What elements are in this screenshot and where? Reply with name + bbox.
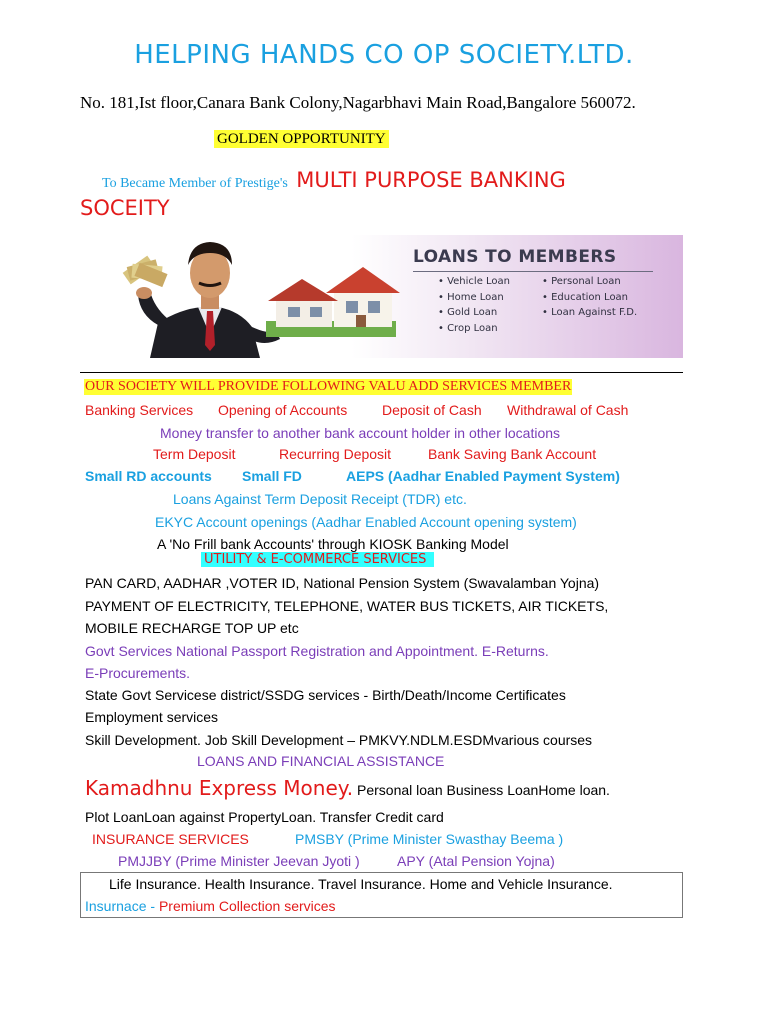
box-top-border (80, 872, 683, 873)
insurance-heading: INSURANCE SERVICES (92, 831, 249, 847)
pmsby: PMSBY (Prime Minister Swasthay Beema ) (295, 831, 564, 847)
loan-item: • Vehicle Loan (438, 276, 510, 287)
service-deposit-cash: Deposit of Cash (382, 402, 482, 418)
kamadhnu-rest: Personal loan Business LoanHome loan. (353, 782, 610, 798)
loan-item-label: Vehicle Loan (447, 276, 510, 287)
insurance-types-line: Life Insurance. Health Insurance. Travel Insurance. Home and Vehicle Insurance. (109, 876, 613, 892)
ekyc-account: EKYC Account openings (Aadhar Enabled Account opening system) (155, 514, 577, 530)
box-right-border (682, 872, 683, 918)
aeps: AEPS (Aadhar Enabled Payment System) (346, 468, 620, 484)
services-heading: OUR SOCIETY WILL PROVIDE FOLLOWING VALU ADD SERVICES MEMBER (85, 379, 572, 394)
soceity-label: SOCEITY (80, 196, 170, 220)
govt-services-line: Govt Services National Passport Registration and Appointment. E-Returns. (85, 643, 549, 659)
pmjjby: PMJJBY (Prime Minister Jeevan Jyoti ) (118, 853, 360, 869)
state-govt-line: State Govt Servicese district/SSDG services - Birth/Death/Income Certificates (85, 687, 566, 703)
kamadhnu-line (85, 776, 610, 800)
service-term-deposit: Term Deposit (153, 446, 236, 462)
banner-divider (413, 271, 653, 272)
plot-loan-line: Plot LoanLoan against PropertyLoan. Transfer Credit card (85, 809, 444, 825)
utility-heading: UTILITY & E-COMMERCE SERVICES (201, 552, 434, 567)
premium-collection: Premium Collection services (158, 898, 336, 914)
skill-development-line: Skill Development. Job Skill Development – PMKVY.NDLM.ESDMvarious courses (85, 732, 593, 748)
small-rd-accounts: Small RD accounts (85, 468, 212, 484)
loan-item: • Personal Loan (542, 276, 621, 287)
loans-banner (80, 235, 683, 358)
e-procurements-line: E-Procurements. (85, 665, 191, 681)
premium-line (85, 898, 336, 914)
box-left-border (80, 872, 81, 918)
became-prefix: To Became Member of Prestige's (102, 176, 288, 191)
box-bottom-border (80, 917, 683, 918)
loans-against-tdr: Loans Against Term Deposit Receipt (TDR) etc. (173, 491, 467, 507)
loan-item-label: Gold Loan (447, 307, 498, 318)
multi-purpose-banking: MULTI PURPOSE BANKING (296, 168, 566, 192)
loans-heading: LOANS AND FINANCIAL ASSISTANCE (197, 753, 445, 769)
became-member-line (80, 168, 680, 192)
section-divider (80, 372, 683, 373)
service-withdrawal-cash: Withdrawal of Cash (507, 402, 629, 418)
pan-aadhar-line: PAN CARD, AADHAR ,VOTER ID, National Pension System (Swavalamban Yojna) (85, 575, 600, 591)
loan-item-label: Home Loan (447, 292, 504, 303)
loan-item: • Gold Loan (438, 307, 498, 318)
premium-prefix: Insurnace - (85, 898, 159, 914)
mobile-recharge-line: MOBILE RECHARGE TOP UP etc (85, 620, 299, 636)
loan-item-label: Education Loan (551, 292, 629, 303)
loans-to-members-title: LOANS TO MEMBERS (413, 247, 617, 267)
payment-line: PAYMENT OF ELECTRICITY, TELEPHONE, WATER BUS TICKETS, AIR TICKETS, (85, 598, 609, 614)
apy: APY (Atal Pension Yojna) (397, 853, 555, 869)
service-recurring-deposit: Recurring Deposit (279, 446, 392, 462)
service-banking: Banking Services (85, 402, 194, 418)
page-title: HELPING HANDS CO OP SOCIETY.LTD. (134, 40, 634, 70)
loan-item: • Loan Against F.D. (542, 307, 638, 318)
loan-item-label: Crop Loan (447, 323, 498, 334)
service-opening-accounts: Opening of Accounts (218, 402, 348, 418)
small-fd: Small FD (242, 468, 302, 484)
loan-item: • Crop Loan (438, 323, 498, 334)
loan-item: • Education Loan (542, 292, 629, 303)
employment-line: Employment services (85, 709, 219, 725)
loan-item-label: Loan Against F.D. (551, 307, 638, 318)
address: No. 181,Ist floor,Canara Bank Colony,Nagarbhavi Main Road,Bangalore 560072. (80, 93, 636, 112)
loan-item: • Home Loan (438, 292, 504, 303)
no-frill-accounts: A 'No Frill bank Accounts' through KIOSK Banking Model (157, 536, 509, 552)
service-saving-account: Bank Saving Bank Account (428, 446, 597, 462)
businessman-house-illustration (80, 235, 410, 358)
golden-opportunity-label: GOLDEN OPPORTUNITY (214, 130, 389, 148)
kamadhnu-title: Kamadhnu Express Money. (85, 776, 354, 800)
money-transfer: Money transfer to another bank account holder in other locations (160, 425, 561, 441)
loan-item-label: Personal Loan (551, 276, 621, 287)
